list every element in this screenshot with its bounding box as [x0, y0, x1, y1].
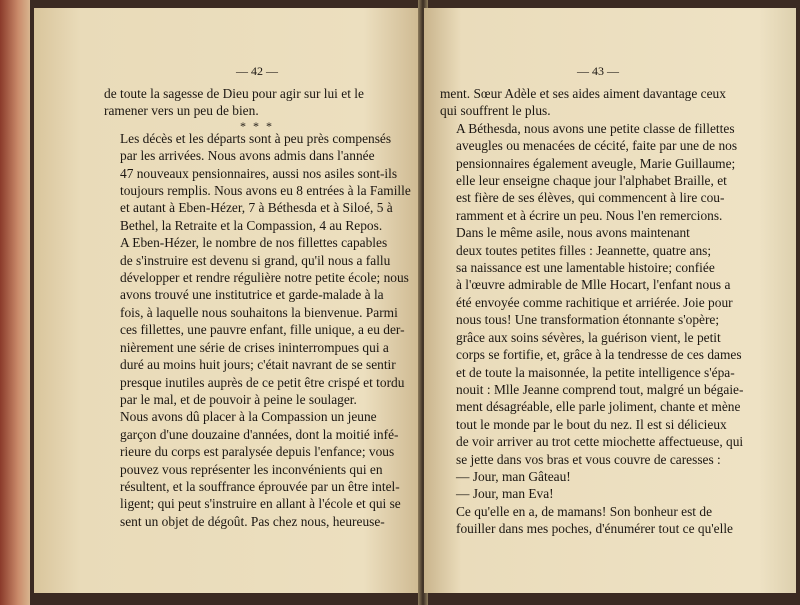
paragraph	[104, 85, 410, 120]
text-line: Nous avons dû placer à la Compassion un jeune	[120, 409, 377, 425]
text-line: par les arrivées. Nous avons admis dans l'année	[120, 148, 375, 164]
text-line: aveugles ou menacées de cécité, faite par une de nos	[456, 138, 738, 154]
text-line: presque inutiles auprès de ce petit être crispé et tordu	[120, 374, 405, 390]
text-line: rieure du corps est paralysée depuis l'enfance; vous	[120, 444, 395, 460]
text-line: sa naissance est une lamentable histoire; confiée	[456, 260, 715, 276]
text-line: grâce aux soins sévères, la guérison vient, le petit	[456, 329, 721, 345]
text-line: de voir arriver au trot cette miochette affectueuse, qui	[456, 434, 744, 450]
page-number-left: — 42 —	[236, 64, 278, 78]
text-line: ligent; qui peut s'instruire en allant à l'école et qui se	[120, 496, 401, 512]
dialogue-line: — Jour, man Eva!	[456, 486, 554, 502]
text-line: deux toutes petites filles : Jeannette, quatre ans;	[456, 242, 712, 258]
text-line: à l'œuvre admirable de Mlle Hocart, l'enfant nous a	[456, 277, 731, 293]
paragraph	[440, 224, 756, 468]
text-line: ramment et à écrire un peu. Nous l'en remercions.	[456, 207, 723, 223]
paragraph	[440, 468, 756, 485]
paragraph	[104, 130, 410, 234]
right-page	[424, 8, 796, 593]
text-line: Ce qu'elle en a, de mamans! Son bonheur est de	[456, 503, 713, 519]
text-line: elle leur enseigne chaque jour l'alphabet Braille, et	[456, 173, 727, 189]
page-number-right: — 43 —	[577, 64, 619, 78]
text-line: nièrement une série de crises ininterrompues qui a	[120, 339, 389, 355]
left-page	[34, 8, 422, 593]
text-line: développer et rendre régulière notre petite école; nous	[120, 270, 409, 286]
paragraph	[440, 85, 756, 120]
book-cover-edge	[0, 0, 30, 605]
text-line: Les décès et les départs sont à peu près compensés	[120, 130, 392, 146]
text-line: pensionnaires également aveugle, Marie Guillaume;	[456, 155, 736, 171]
text-line: et de toute la maisonnée, la petite intelligence s'épa-	[456, 364, 735, 380]
text-line: Bethel, la Retraite et la Compassion, 4 au Repos.	[120, 217, 383, 233]
paragraph	[440, 120, 756, 224]
text-line: ramener vers un peu de bien.	[104, 103, 259, 119]
paragraph	[104, 234, 410, 408]
paragraph	[440, 503, 756, 538]
text-line: fois, à laquelle nous souhaitons la bienvenue. Parmi	[120, 304, 398, 320]
text-line: ment. Sœur Adèle et ses aides aiment davantage ceux	[440, 86, 726, 101]
text-line: sent un objet de dégoût. Pas chez nous, heureuse-	[120, 513, 385, 529]
text-line: pouvez vous représenter les inconvénients qui en	[120, 461, 383, 477]
text-line: qui souffrent le plus.	[440, 103, 551, 119]
text-line: fouiller dans mes poches, d'énumérer tout ce qu'elle	[456, 521, 734, 537]
text-line: nous tous! Une transformation étonnante s'opère;	[456, 312, 720, 328]
dialogue-line: — Jour, man Gâteau!	[456, 468, 571, 484]
text-line: corps se fortifie, et, grâce à la tendresse de ces dames	[456, 347, 742, 363]
text-line: de toute la sagesse de Dieu pour agir sur lui et le	[104, 86, 364, 101]
text-line: avons trouvé une institutrice et garde-malade à la	[120, 287, 384, 303]
text-line: été envoyée comme rachitique et arriérée. Joie pour	[456, 294, 733, 310]
text-line: Dans le même asile, nous avons maintenant	[456, 225, 690, 241]
text-line: est fière de ses élèves, qui commencent à lire cou-	[456, 190, 725, 206]
text-line: se jette dans vos bras et vous couvre de caresses :	[456, 451, 721, 467]
text-line: toujours remplis. Nous avons eu 8 entrées à la Famille	[120, 183, 411, 199]
right-page-text	[440, 85, 756, 538]
text-line: nouit : Mlle Jeanne comprend tout, malgré un bégaie-	[456, 381, 744, 397]
text-line: tout le monde par le bout du nez. Il est si délicieux	[456, 416, 727, 432]
paragraph	[104, 408, 410, 530]
text-line: résultent, et la souffrance éprouvée par un être intel-	[120, 478, 400, 494]
text-line: A Béthesda, nous avons une petite classe de fillettes	[456, 120, 735, 136]
text-line: de s'instruire est devenu si grand, qu'il nous a fallu	[120, 252, 391, 268]
text-line: ment désagréable, elle parle joliment, chante et mène	[456, 399, 741, 415]
text-line: duré au moins huit jours; c'était navrant de se sentir	[120, 357, 396, 373]
section-separator: * * *	[240, 118, 274, 133]
text-line: ces fillettes, une pauvre enfant, fille unique, a eu der-	[120, 322, 405, 338]
text-line: A Eben-Hézer, le nombre de nos fillettes capables	[120, 235, 388, 251]
text-line: 47 nouveaux pensionnaires, aussi nos asiles sont-ils	[120, 165, 398, 181]
text-line: garçon d'une douzaine d'années, dont la moitié infé-	[120, 426, 399, 442]
paragraph	[440, 485, 756, 502]
text-line: et autant à Eben-Hézer, 7 à Béthesda et à Siloé, 5 à	[120, 200, 393, 216]
text-line: par le mal, et de pouvoir à peine le soulager.	[120, 391, 357, 407]
left-page-text	[104, 85, 410, 530]
